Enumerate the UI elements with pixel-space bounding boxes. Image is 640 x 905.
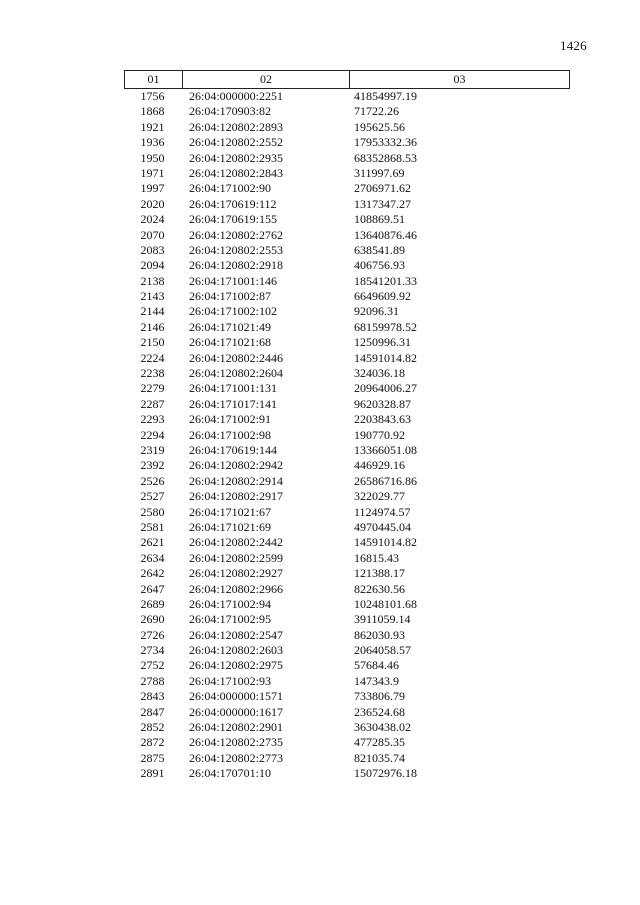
table-row	[124, 135, 568, 150]
table-row	[124, 489, 568, 504]
table-row	[124, 674, 568, 689]
cadastral-number-cell: 26:04:120802:2918	[189, 258, 284, 273]
table-row	[124, 443, 568, 458]
value-cell: 477285.35	[354, 735, 405, 750]
value-cell: 14591014.82	[354, 535, 417, 550]
row-number-cell: 2726	[140, 627, 165, 642]
cadastral-number-cell: 26:04:171021:67	[189, 504, 272, 519]
cadastral-number-cell: 26:04:120802:2735	[189, 735, 284, 750]
cadastral-number-cell: 26:04:120802:2552	[189, 135, 284, 150]
cadastral-number-cell: 26:04:120802:2942	[189, 458, 284, 473]
row-number-cell: 1997	[140, 181, 165, 196]
value-cell: 92096.31	[354, 304, 399, 319]
cadastral-number-cell: 26:04:120802:2901	[189, 720, 284, 735]
cadastral-number-cell: 26:04:170619:144	[189, 442, 278, 457]
value-cell: 190770.92	[354, 427, 405, 442]
cadastral-number-cell: 26:04:171017:141	[189, 396, 278, 411]
table-row	[124, 397, 568, 412]
table-row	[124, 505, 568, 520]
row-number-cell: 2621	[140, 535, 165, 550]
value-cell: 3630438.02	[354, 720, 411, 735]
cadastral-number-cell: 26:04:170701:10	[189, 766, 272, 781]
header-col-03: 03	[453, 72, 466, 86]
row-number-cell: 1868	[140, 104, 165, 119]
value-cell: 13366051.08	[354, 442, 417, 457]
row-number-cell: 2642	[140, 566, 165, 581]
value-cell: 1124974.57	[354, 504, 411, 519]
table-row	[124, 458, 568, 473]
cadastral-number-cell: 26:04:171002:91	[189, 412, 272, 427]
table-row	[124, 366, 568, 381]
cadastral-number-cell: 26:04:170619:112	[189, 196, 277, 211]
cadastral-number-cell: 26:04:120802:2917	[189, 489, 284, 504]
value-cell: 2203843.63	[354, 412, 411, 427]
table-row	[124, 582, 568, 597]
table-row	[124, 104, 568, 119]
table-row	[124, 212, 568, 227]
value-cell: 2064058.57	[354, 643, 411, 658]
row-number-cell: 2279	[140, 381, 165, 396]
table-row	[124, 520, 568, 535]
row-number-cell: 2891	[140, 766, 165, 781]
row-number-cell: 1971	[140, 165, 165, 180]
value-cell: 4970445.04	[354, 519, 411, 534]
row-number-cell: 2392	[140, 458, 165, 473]
table-row	[124, 705, 568, 720]
cadastral-number-cell: 26:04:120802:2547	[189, 627, 284, 642]
cadastral-number-cell: 26:04:120802:2966	[189, 581, 284, 596]
cadastral-number-cell: 26:04:171002:98	[189, 427, 272, 442]
value-cell: 821035.74	[354, 750, 405, 765]
row-number-cell: 2734	[140, 643, 165, 658]
row-number-cell: 2872	[140, 735, 165, 750]
value-cell: 822630.56	[354, 581, 405, 596]
table-row	[124, 228, 568, 243]
value-cell: 20964006.27	[354, 381, 417, 396]
cadastral-number-cell: 26:04:120802:2927	[189, 566, 284, 581]
cadastral-number-cell: 26:04:000000:1617	[189, 704, 284, 719]
table-row	[124, 335, 568, 350]
value-cell: 9620328.87	[354, 396, 411, 411]
cadastral-number-cell: 26:04:171002:94	[189, 596, 272, 611]
cadastral-number-cell: 26:04:171021:49	[189, 319, 272, 334]
table-row	[124, 551, 568, 566]
value-cell: 3911059.14	[354, 612, 411, 627]
cadastral-number-cell: 26:04:120802:2843	[189, 165, 284, 180]
table-row	[124, 597, 568, 612]
cadastral-number-cell: 26:04:171002:87	[189, 289, 272, 304]
value-cell: 1317347.27	[354, 196, 411, 211]
page-number: 1426	[560, 38, 587, 53]
table-row	[124, 166, 568, 181]
row-number-cell: 2875	[140, 750, 165, 765]
table-row	[124, 474, 568, 489]
value-cell: 236524.68	[354, 704, 405, 719]
cadastral-number-cell: 26:04:120802:2935	[189, 150, 284, 165]
row-number-cell: 2647	[140, 581, 165, 596]
value-cell: 195625.56	[354, 119, 405, 134]
cadastral-number-cell: 26:04:120802:2599	[189, 550, 284, 565]
cadastral-number-cell: 26:04:171002:95	[189, 612, 272, 627]
value-cell: 41854997.19	[354, 89, 417, 103]
table-row	[124, 120, 568, 135]
value-cell: 638541.89	[354, 242, 405, 257]
table-row	[124, 151, 568, 166]
row-number-cell: 1936	[140, 135, 165, 150]
row-number-cell: 1756	[140, 89, 165, 103]
value-cell: 13640876.46	[354, 227, 417, 242]
row-number-cell: 2788	[140, 673, 165, 688]
cadastral-number-cell: 26:04:120802:2914	[189, 473, 284, 488]
row-number-cell: 1950	[140, 150, 165, 165]
cadastral-number-cell: 26:04:170903:82	[189, 104, 272, 119]
value-cell: 2706971.62	[354, 181, 411, 196]
cadastral-number-cell: 26:04:171002:102	[189, 304, 278, 319]
row-number-cell: 2024	[140, 212, 165, 227]
row-number-cell: 2843	[140, 689, 165, 704]
cadastral-number-cell: 26:04:120802:2604	[189, 366, 284, 381]
value-cell: 121388.17	[354, 566, 405, 581]
cadastral-number-cell: 26:04:171001:131	[189, 381, 278, 396]
row-number-cell: 2581	[140, 519, 165, 534]
header-col-02: 02	[183, 71, 350, 88]
table-row	[124, 658, 568, 673]
row-number-cell: 2020	[140, 196, 165, 211]
cadastral-number-cell: 26:04:170619:155	[189, 212, 278, 227]
table-row	[124, 320, 568, 335]
value-cell: 406756.93	[354, 258, 405, 273]
cadastral-number-cell: 26:04:171002:93	[189, 673, 272, 688]
row-number-cell: 2150	[140, 335, 165, 350]
cadastral-number-cell: 26:04:120802:2442	[189, 535, 284, 550]
row-number-cell: 1921	[140, 119, 165, 134]
row-number-cell: 2294	[140, 427, 165, 442]
cadastral-number-cell: 26:04:000000:2251	[189, 89, 284, 103]
value-cell: 26586716.86	[354, 473, 417, 488]
table-row	[124, 89, 568, 104]
table-row	[124, 181, 568, 196]
cadastral-number-cell: 26:04:120802:2553	[189, 242, 284, 257]
table-row	[124, 689, 568, 704]
row-number-cell: 2287	[140, 396, 165, 411]
row-number-cell: 2146	[140, 319, 165, 334]
value-cell: 17953332.36	[354, 135, 417, 150]
table-row	[124, 289, 568, 304]
row-number-cell: 2580	[140, 504, 165, 519]
row-number-cell: 2634	[140, 550, 165, 565]
cadastral-number-cell: 26:04:120802:2773	[189, 750, 284, 765]
value-cell: 14591014.82	[354, 350, 417, 365]
row-number-cell: 2293	[140, 412, 165, 427]
cadastral-number-cell: 26:04:120802:2603	[189, 643, 284, 658]
row-number-cell: 2847	[140, 704, 165, 719]
row-number-cell: 2083	[140, 242, 165, 257]
value-cell: 15072976.18	[354, 766, 417, 781]
row-number-cell: 2224	[140, 350, 165, 365]
row-number-cell: 2138	[140, 273, 165, 288]
cadastral-number-cell: 26:04:171021:69	[189, 519, 272, 534]
value-cell: 6649609.92	[354, 289, 411, 304]
value-cell: 57684.46	[354, 658, 399, 673]
table-row	[124, 412, 568, 427]
table-row	[124, 243, 568, 258]
cadastral-number-cell: 26:04:120802:2446	[189, 350, 284, 365]
value-cell: 322029.77	[354, 489, 405, 504]
table-row	[124, 428, 568, 443]
table-row	[124, 351, 568, 366]
table-row	[124, 720, 568, 735]
table-row	[124, 628, 568, 643]
table-row	[124, 643, 568, 658]
row-number-cell: 2527	[140, 489, 165, 504]
value-cell: 862030.93	[354, 627, 405, 642]
table-row	[124, 535, 568, 550]
table-row	[124, 258, 568, 273]
cadastral-number-cell: 26:04:120802:2762	[189, 227, 284, 242]
value-cell: 10248101.68	[354, 596, 417, 611]
header-col-01: 01	[125, 71, 183, 88]
row-number-cell: 2238	[140, 366, 165, 381]
value-cell: 68159978.52	[354, 319, 417, 334]
value-cell: 68352868.53	[354, 150, 417, 165]
cadastral-number-cell: 26:04:171021:68	[189, 335, 272, 350]
table-row	[124, 381, 568, 396]
table-row	[124, 735, 568, 750]
value-cell: 16815.43	[354, 550, 399, 565]
row-number-cell: 2319	[140, 442, 165, 457]
table-body	[124, 89, 568, 782]
table-header	[124, 70, 570, 89]
cadastral-number-cell: 26:04:171002:90	[189, 181, 272, 196]
row-number-cell: 2070	[140, 227, 165, 242]
row-number-cell: 2143	[140, 289, 165, 304]
value-cell: 446929.16	[354, 458, 405, 473]
cadastral-number-cell: 26:04:000000:1571	[189, 689, 284, 704]
table-row	[124, 274, 568, 289]
table-row	[124, 766, 568, 781]
value-cell: 71722.26	[354, 104, 399, 119]
value-cell: 108869.51	[354, 212, 405, 227]
value-cell: 311997.69	[354, 165, 405, 180]
table-row	[124, 197, 568, 212]
row-number-cell: 2852	[140, 720, 165, 735]
table-row	[124, 751, 568, 766]
value-cell: 147343.9	[354, 673, 399, 688]
row-number-cell: 2689	[140, 596, 165, 611]
row-number-cell: 2752	[140, 658, 165, 673]
table-row	[124, 566, 568, 581]
value-cell: 324036.18	[354, 366, 405, 381]
table-row	[124, 304, 568, 319]
row-number-cell: 2094	[140, 258, 165, 273]
value-cell: 733806.79	[354, 689, 405, 704]
cadastral-number-cell: 26:04:171001:146	[189, 273, 278, 288]
value-cell: 1250996.31	[354, 335, 411, 350]
cadastral-number-cell: 26:04:120802:2975	[189, 658, 284, 673]
value-cell: 18541201.33	[354, 273, 417, 288]
row-number-cell: 2526	[140, 473, 165, 488]
row-number-cell: 2690	[140, 612, 165, 627]
table-row	[124, 612, 568, 627]
cadastral-number-cell: 26:04:120802:2893	[189, 119, 284, 134]
row-number-cell: 2144	[140, 304, 165, 319]
